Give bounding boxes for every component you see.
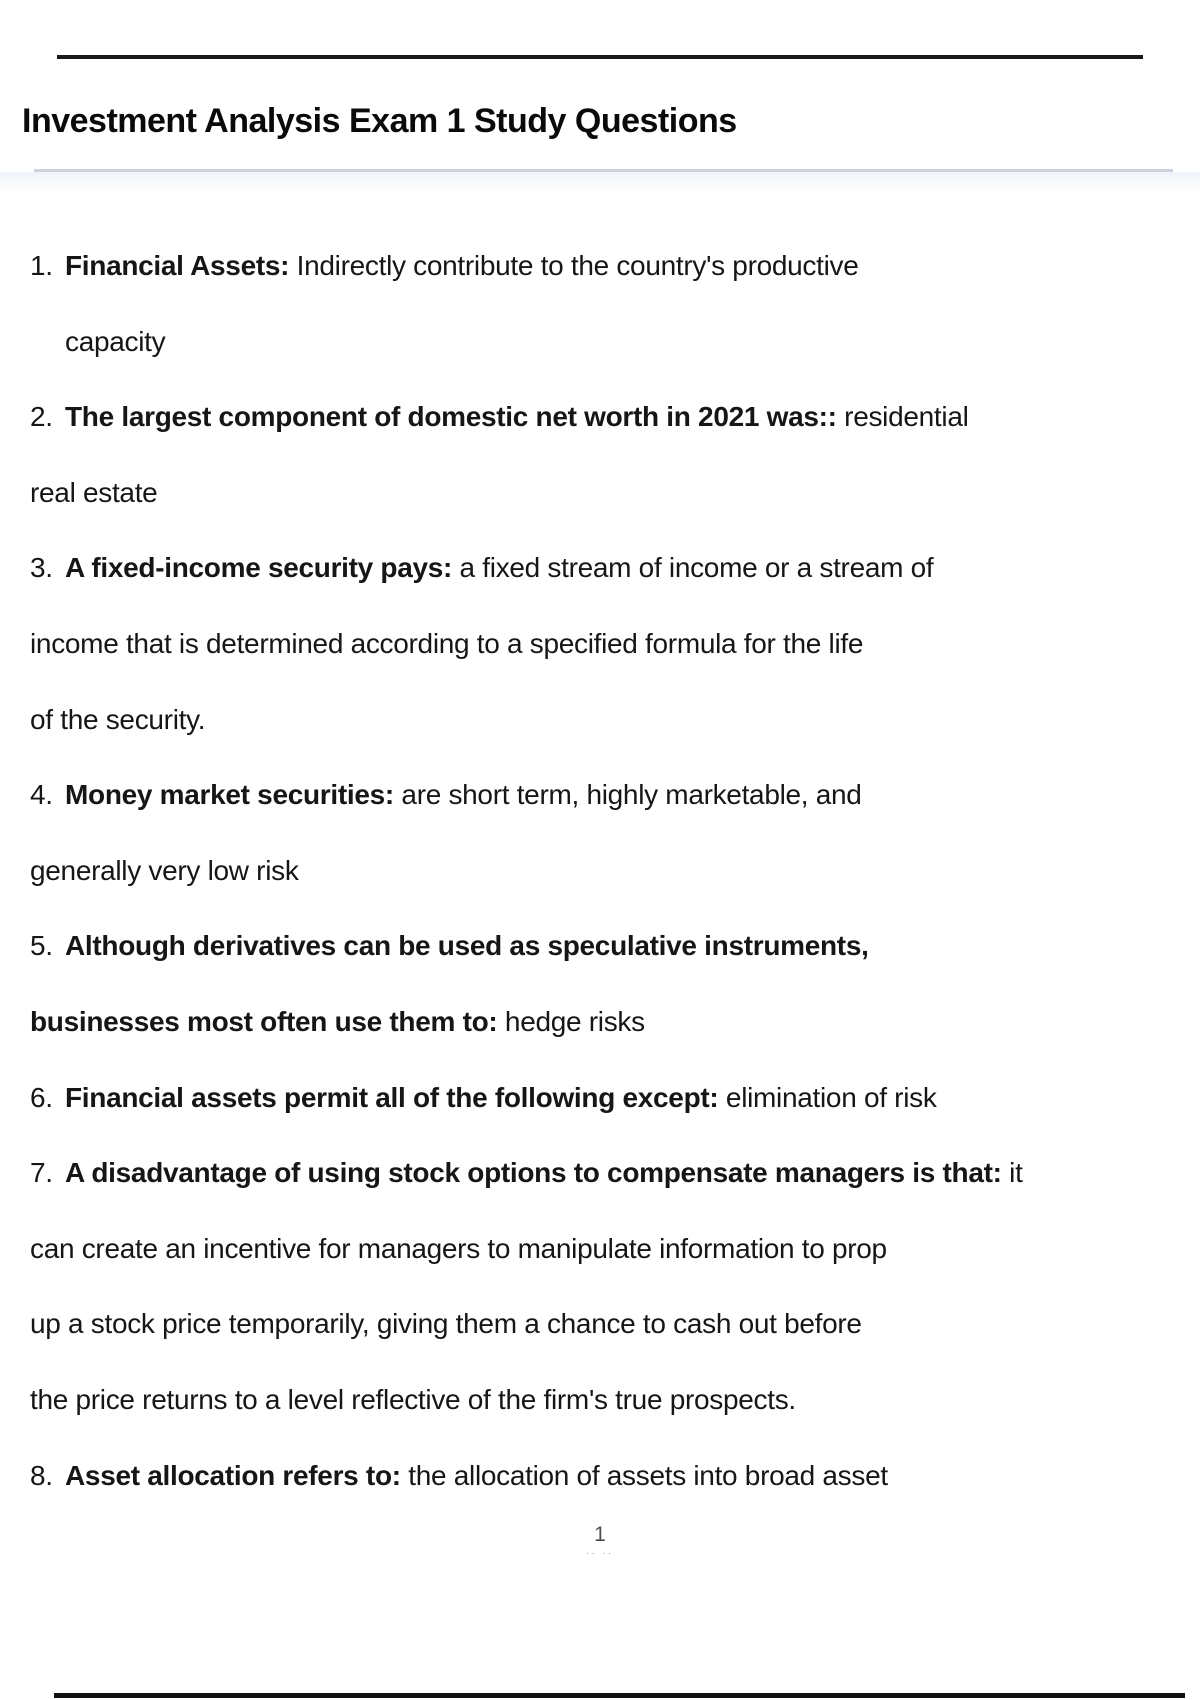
bottom-horizontal-rule bbox=[54, 1693, 1185, 1698]
question-answer-text: income that is determined according to a specified formula for the life bbox=[30, 627, 864, 659]
question-line bbox=[30, 833, 1195, 909]
question-answer-text: are short term, highly marketable, and bbox=[393, 779, 862, 811]
question-number: 7. bbox=[30, 1157, 53, 1189]
question-line bbox=[30, 606, 1195, 682]
question-term-text: Financial assets permit all of the following except: bbox=[65, 1081, 719, 1113]
page-footer bbox=[0, 1524, 1200, 1556]
page-number: 1 bbox=[594, 1523, 606, 1546]
question-number: 3. bbox=[30, 552, 53, 584]
question-answer-text: elimination of risk bbox=[718, 1081, 937, 1113]
question-line bbox=[30, 984, 1195, 1060]
page-title: Investment Analysis Exam 1 Study Questions bbox=[22, 102, 737, 140]
question-answer-text: can create an incentive for managers to manipulate information to prop bbox=[30, 1232, 887, 1264]
question-answer-text: of the security. bbox=[30, 703, 206, 735]
top-horizontal-rule bbox=[57, 55, 1143, 59]
question-term-text: Asset allocation refers to: bbox=[65, 1459, 401, 1491]
question-number: 8. bbox=[30, 1459, 53, 1491]
document-body bbox=[30, 228, 1195, 1513]
question-answer-text: hedge risks bbox=[497, 1005, 645, 1037]
question-number: 5. bbox=[30, 930, 53, 962]
question-answer-text: Indirectly contribute to the country's productive bbox=[289, 250, 859, 281]
question-answer-text: capacity bbox=[65, 325, 166, 357]
question-number: 1. bbox=[30, 250, 53, 281]
question-line bbox=[30, 530, 1195, 606]
question-term-text: Financial Assets: bbox=[65, 250, 290, 281]
question-line bbox=[30, 908, 1195, 984]
question-line bbox=[30, 1438, 1195, 1514]
question-term-text: Money market securities: bbox=[65, 779, 394, 811]
question-line bbox=[30, 757, 1195, 833]
footer-marks: .. .. bbox=[586, 1546, 614, 1556]
question-term-text: The largest component of domestic net worth in 2021 was:: bbox=[65, 401, 837, 433]
question-answer-text: real estate bbox=[30, 476, 158, 508]
question-line bbox=[30, 1060, 1195, 1136]
question-term-text: A disadvantage of using stock options to compensate managers is that: bbox=[65, 1157, 1002, 1189]
question-answer-text: the allocation of assets into broad asset bbox=[400, 1459, 888, 1491]
question-line bbox=[30, 1135, 1195, 1211]
question-line bbox=[30, 1362, 1195, 1438]
question-line bbox=[30, 455, 1195, 531]
question-answer-text: a fixed stream of income or a stream of bbox=[452, 552, 934, 584]
question-line bbox=[30, 304, 1195, 380]
question-answer-text: generally very low risk bbox=[30, 854, 299, 886]
question-number: 2. bbox=[30, 401, 53, 433]
question-line bbox=[30, 682, 1195, 758]
question-answer-text: it bbox=[1001, 1157, 1023, 1189]
question-answer-text: up a stock price temporarily, giving them a chance to cash out before bbox=[30, 1308, 862, 1340]
question-line bbox=[30, 228, 1195, 304]
question-answer-text: the price returns to a level reflective of the firm's true prospects. bbox=[30, 1383, 796, 1415]
title-divider-glow bbox=[0, 172, 1200, 194]
question-term-text: Although derivatives can be used as speculative instruments, bbox=[65, 930, 869, 962]
question-line bbox=[30, 379, 1195, 455]
question-term-text: A fixed-income security pays: bbox=[65, 552, 453, 584]
question-answer-text: residential bbox=[836, 401, 969, 433]
question-number: 6. bbox=[30, 1081, 53, 1113]
question-number: 4. bbox=[30, 779, 53, 811]
question-line bbox=[30, 1286, 1195, 1362]
question-line bbox=[30, 1211, 1195, 1287]
question-term-text: businesses most often use them to: bbox=[30, 1005, 498, 1037]
